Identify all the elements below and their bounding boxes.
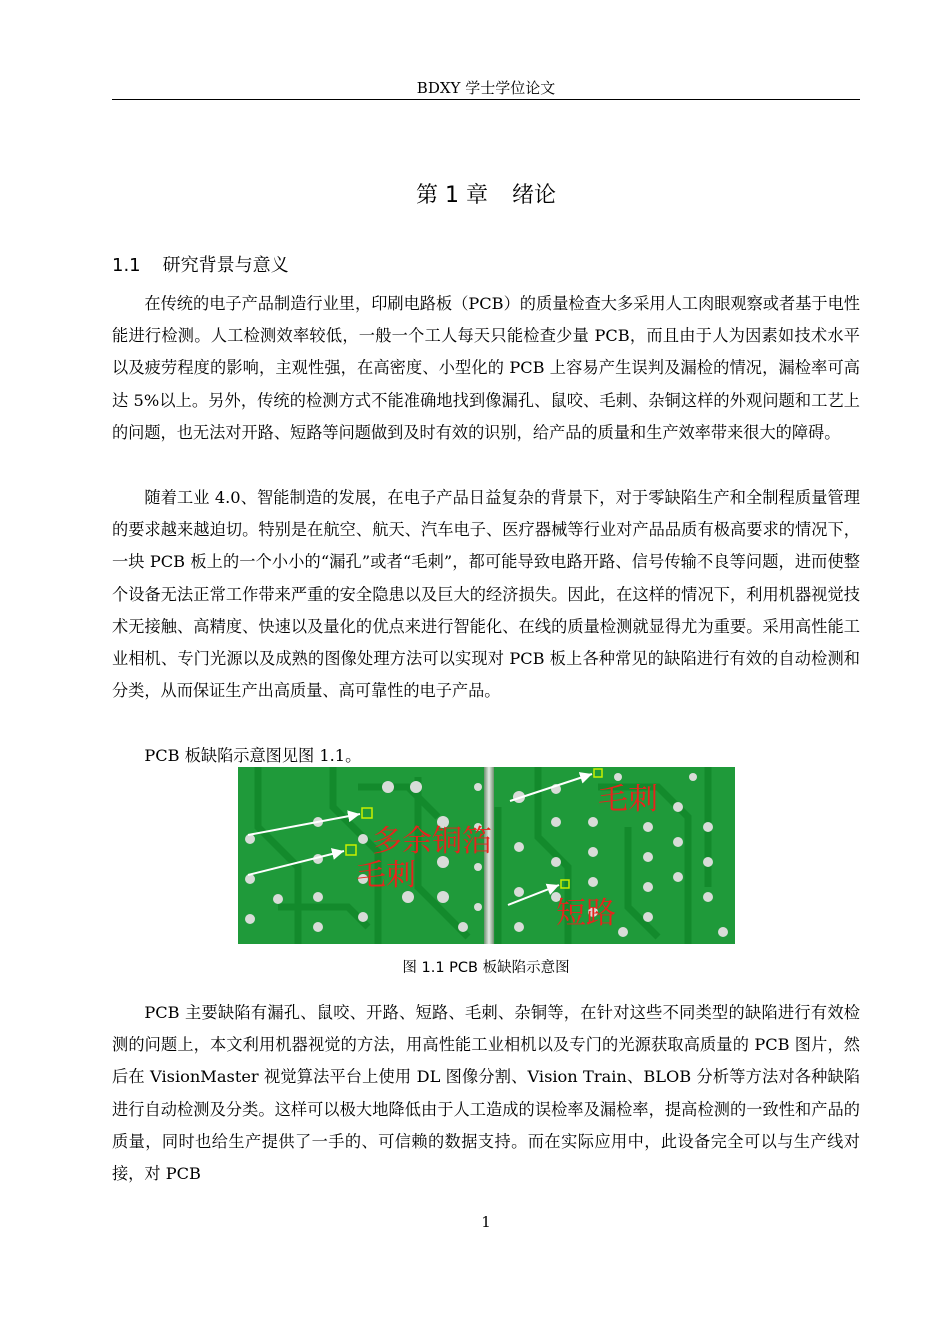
figure-caption: 图 1.1 PCB 板缺陷示意图 bbox=[402, 960, 570, 976]
page-number: 1 bbox=[481, 1213, 491, 1231]
section-title: 研究背景与意义 bbox=[162, 255, 289, 276]
body-paragraph: 在传统的电子产品制造行业里，印刷电路板（PCB）的质量检查大多采用人工肉眼观察或者基于电性能进行检测。人工检测效率较低，一般一个工人每天只能检查少量 PCB，而且由于人为因素如技术水平以及疲劳程度的影响，主观性强，在高密度、小型化的 PCB 上容易产生误判及漏检的情况，漏检率可高达 5%以上。另外，传统的检测方式不能准确地找到像漏孔、鼠咬、毛刺、杂铜这样的外观问题和工艺上的问题，也无法对开路、短路等问题做到及时有效的识别，给产品的质量和生产效率带来很大的障碍。 bbox=[112, 294, 860, 442]
body-paragraph: 随着工业 4.0、智能制造的发展，在电子产品日益复杂的背景下，对于零缺陷生产和全制程质量管理的要求越来越迫切。特别是在航空、航天、汽车电子、医疗器械等行业对产品品质有极高要求的情况下，一块 PCB 板上的一个小小的“漏孔”或者“毛刺”，都可能导致电路开路、信号传输不良等问题，进而使整个设备无法正常工作带来严重的安全隐患以及巨大的经济损失。因此，在这样的情况下，利用机器视觉技术无接触、高精度、快速以及量化的优点来进行智能化、在线的质量检测就显得尤为重要。采用高性能工业相机、专门光源以及成熟的图像处理方法可以实现对 PCB 板上各种常见的缺陷进行有效的自动检测和分类，从而保证生产出高质量、高可靠性的电子产品。 bbox=[112, 488, 860, 701]
header-rule bbox=[112, 99, 860, 100]
body-paragraph: PCB 主要缺陷有漏孔、鼠咬、开路、短路、毛刺、杂铜等，在针对这些不同类型的缺陷进行有效检测的问题上，本文利用机器视觉的方法，用高性能工业相机以及专门的光源获取高质量的 PCB 图片，然后在 VisionMaster 视觉算法平台上使用 DL 图像分割、Vision Train、BLOB 分析等方法对各种缺陷进行自动检测及分类。这样可以极大地降低由于人工造成的误检率及漏检率，提高检测的一致性和产品的质量，同时也给生产提供了一手的、可信赖的数据支持。而在实际应用中，此设备完全可以与生产线对接，对 PCB bbox=[112, 1003, 860, 1184]
label-burr-left: 毛刺 bbox=[356, 858, 416, 893]
label-burr-right: 毛刺 bbox=[598, 782, 658, 817]
body-paragraph: PCB 板缺陷示意图见图 1.1。 bbox=[144, 746, 362, 765]
label-short: 短路 bbox=[556, 896, 616, 931]
section-number: 1.1 bbox=[112, 255, 141, 276]
pcb-defect-figure bbox=[238, 767, 735, 944]
chapter-number: 第 1 章 bbox=[416, 183, 488, 208]
chapter-title: 绪论 bbox=[511, 183, 556, 208]
label-extra-copper: 多余铜箔 bbox=[372, 824, 492, 859]
running-header: BDXY 学士学位论文 bbox=[416, 79, 556, 97]
pcb-image bbox=[238, 767, 735, 944]
section-heading bbox=[112, 253, 860, 279]
chapter-heading bbox=[112, 181, 860, 211]
